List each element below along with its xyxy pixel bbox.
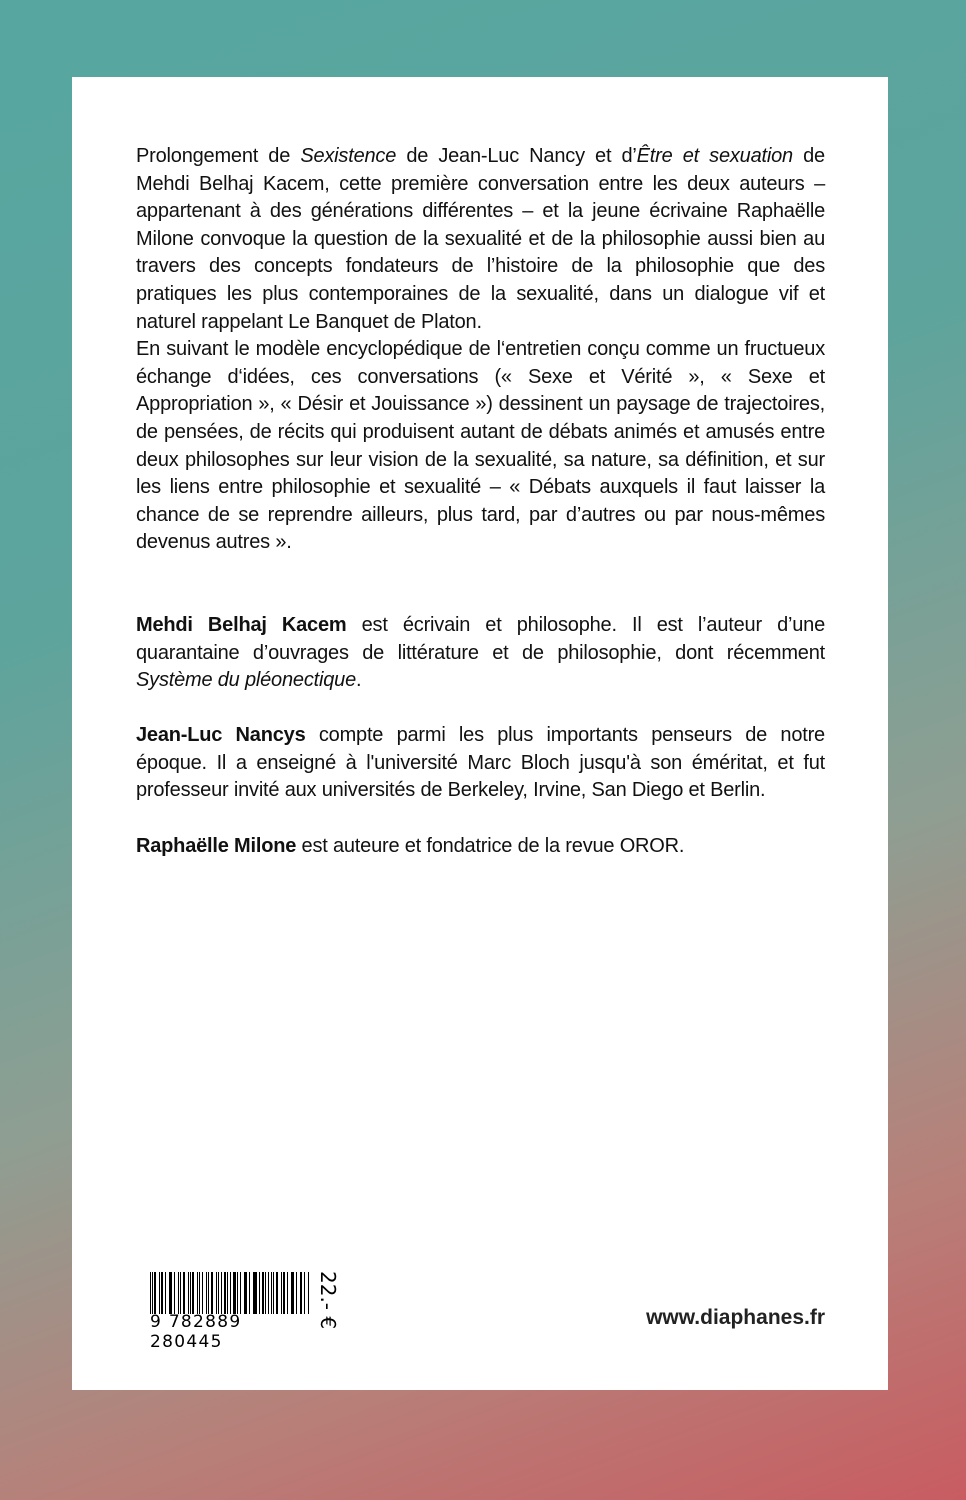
cover-text <box>136 143 825 860</box>
author-name: Mehdi Belhaj Kacem <box>136 613 347 636</box>
barcode-bar <box>300 1272 301 1314</box>
barcode-bar <box>180 1272 181 1314</box>
barcode-bar <box>197 1272 198 1314</box>
barcode-bar <box>150 1272 151 1314</box>
barcode-bar <box>281 1272 282 1314</box>
publisher-website: www.diaphanes.fr <box>646 1306 825 1329</box>
barcode-bars <box>150 1272 310 1314</box>
barcode-bar <box>192 1272 193 1314</box>
barcode-bar <box>237 1272 238 1314</box>
summary-paragraph-1 <box>136 143 825 336</box>
barcode-bar <box>259 1272 260 1314</box>
barcode-bar <box>262 1272 263 1314</box>
back-cover-page <box>72 77 888 1390</box>
isbn-barcode <box>150 1272 310 1352</box>
barcode-bar <box>159 1272 160 1314</box>
barcode-bar <box>292 1272 293 1314</box>
text-segment: En suivant le modèle encyclopédique de l‘entretien conçu comme un fructueux échange d‘idées, ces conversations (« Sexe et Vérité », « Sexe et Appropriation », « Désir et Jouissance ») dessinent un paysage de trajectoires, de pensées, de récits qui produisent autant de débats animés et amusés entre deux philosophes sur leur vision de la sexualité, sa nature, sa définition, et sur les liens entre philosophie et sexualité – « Débats auxquels il faut laisser la chance de se reprendre ailleurs, plus tard, par d’autres ou par nous-mêmes devenus autres ». <box>136 338 825 554</box>
barcode-bar <box>283 1272 285 1314</box>
barcode-bar <box>211 1272 213 1314</box>
barcode-bar <box>218 1272 219 1314</box>
barcode-bar <box>221 1272 222 1314</box>
isbn-number: 9 782889 280445 <box>150 1312 242 1352</box>
book-title: Sexistence <box>300 145 397 167</box>
author-name: Jean-Luc Nancys <box>136 724 306 747</box>
barcode-bar <box>240 1272 241 1314</box>
text-segment: Prolongement de <box>136 145 301 167</box>
barcode-bar <box>227 1272 228 1314</box>
barcode-bar <box>165 1272 166 1314</box>
text-segment: est écrivain et philosophe. Il est l’auteur d’une quarantaine d’ouvrages de littérature et de philosophie, dont récemment <box>136 613 826 664</box>
author-bio-belhaj-kacem <box>136 612 825 695</box>
barcode-bar <box>169 1272 170 1314</box>
barcode-bar <box>183 1272 185 1314</box>
barcode-bar <box>190 1272 191 1314</box>
barcode-bar <box>253 1272 254 1314</box>
barcode-bar <box>268 1272 269 1314</box>
barcode-bar <box>291 1272 292 1314</box>
barcode-bar <box>276 1272 277 1314</box>
price-label: 22.- € <box>316 1271 340 1330</box>
barcode-bar <box>244 1272 245 1314</box>
barcode-bar <box>287 1272 288 1314</box>
author-bio-milone <box>136 833 825 861</box>
barcode-bar <box>202 1272 203 1314</box>
barcode-bar <box>199 1272 200 1314</box>
barcode-bar <box>174 1272 175 1314</box>
author-name: Raphaëlle Milone <box>136 834 297 857</box>
text-segment: . <box>356 669 362 692</box>
text-segment: de Mehdi Belhaj Kacem, cette première conversation entre les deux auteurs – appartenant à des générations différentes – et la jeune écrivaine Raphaëlle Milone convoque la question de la sexualité et de la philosophie aussi bien au travers des concepts fondateurs de l’histoire de la philosophie que des pratiques les plus contemporaines de la sexualité, dans un dialogue vif et naturel rappelant Le Banquet de Platon. <box>136 145 825 333</box>
barcode-bar <box>152 1272 153 1314</box>
book-title: Système du pléonectique <box>136 669 356 692</box>
barcode-bar <box>273 1272 274 1314</box>
barcode-bar <box>254 1272 256 1314</box>
text-segment: compte parmi les plus importants penseurs de notre époque. Il a enseigné à l'université Marc Bloch jusqu'à son éméritat, et fut professeur invité aux universités de Berkeley, Irvine, San Diego et Berlin. <box>136 724 825 802</box>
barcode-bar <box>161 1272 163 1314</box>
summary-paragraph-2 <box>136 336 825 557</box>
barcode-bar <box>245 1272 246 1314</box>
barcode-bar <box>233 1272 235 1314</box>
barcode-bar <box>308 1272 309 1314</box>
text-segment: de Jean-Luc Nancy et d’ <box>396 145 637 167</box>
book-title: Être et sexuation <box>636 145 793 167</box>
barcode-bar <box>230 1272 231 1314</box>
barcode-bar <box>296 1272 297 1314</box>
barcode-bar <box>208 1272 209 1314</box>
author-bio-nancy <box>136 722 825 805</box>
barcode-bar <box>178 1272 179 1314</box>
barcode-bar <box>304 1272 305 1314</box>
barcode-bar <box>170 1272 171 1314</box>
barcode-bar <box>206 1272 207 1314</box>
text-segment: est auteure et fondatrice de la revue OROR. <box>296 834 685 857</box>
barcode-bar <box>216 1272 217 1314</box>
barcode-bar <box>249 1272 250 1314</box>
barcode-bar <box>188 1272 189 1314</box>
barcode-bar <box>271 1272 272 1314</box>
barcode-bar <box>224 1272 225 1314</box>
barcode-bar <box>265 1272 266 1314</box>
barcode-bar <box>154 1272 155 1314</box>
barcode-bar <box>301 1272 302 1314</box>
